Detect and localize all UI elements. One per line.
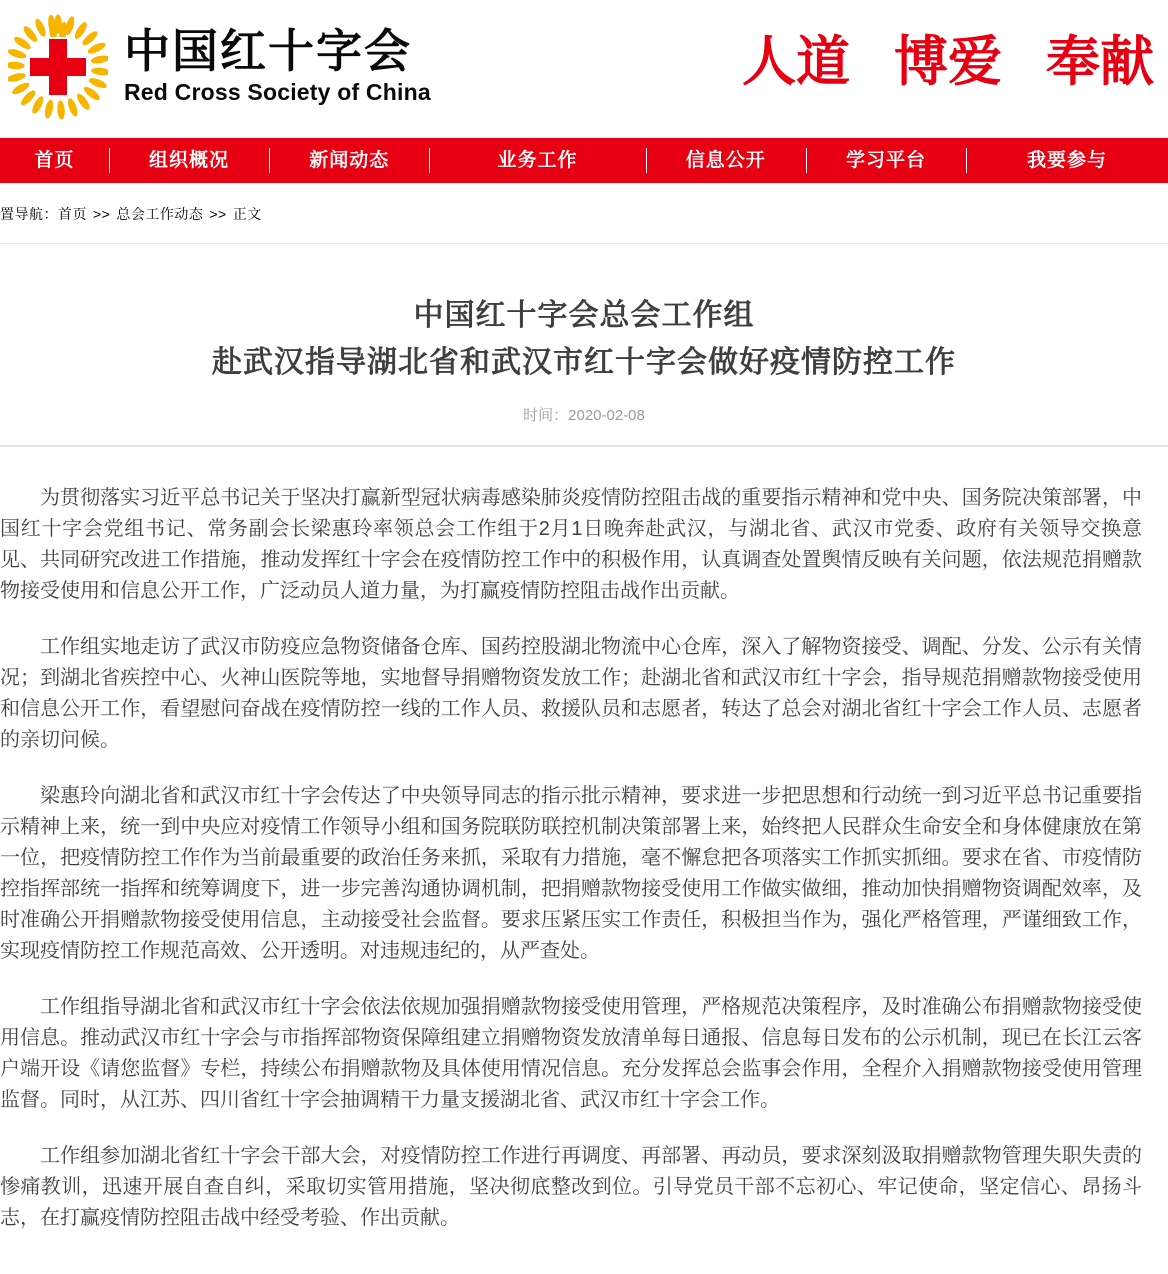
nav-item-disclosure[interactable]: 信息公开 <box>646 138 806 183</box>
breadcrumb-separator: >> <box>209 206 227 222</box>
article-meta <box>0 404 1168 425</box>
red-cross-emblem-icon <box>8 14 108 120</box>
article-paragraph: 工作组参加湖北省红十字会干部大会，对疫情防控工作进行再调度、再部署、再动员，要求深刻汲取捐赠款物管理失职失责的惨痛教训，迅速开展自查自纠，采取切实管用措施，坚决彻底整改到位。引导党员干部不忘初心、牢记使命，坚定信心、昂扬斗志，在打赢疫情防控阻击战中经受考验、作出贡献。 <box>0 1145 1142 1229</box>
site-title-cn: 中国红十字会 <box>124 25 412 77</box>
article-title-line1: 中国红十字会总会工作组 <box>413 299 755 332</box>
breadcrumb <box>0 204 1168 224</box>
article-title-line2: 赴武汉指导湖北省和武汉市红十字会做好疫情防控工作 <box>212 346 956 379</box>
breadcrumb-bar <box>0 183 1168 244</box>
breadcrumb-link-hq-news[interactable]: 总会工作动态 <box>116 206 204 222</box>
main-nav <box>0 138 1168 183</box>
slogan-word-humanity: 人道 <box>742 29 850 93</box>
nav-item-learning[interactable]: 学习平台 <box>806 138 966 183</box>
nav-item-business[interactable]: 业务工作 <box>429 138 645 183</box>
site-logo[interactable] <box>8 14 431 120</box>
article-paragraph: 工作组实地走访了武汉市防疫应急物资储备仓库、国药控股湖北物流中心仓库，深入了解物资接受、调配、分发、公示有关情况；到湖北省疾控中心、火神山医院等地，实地督导捐赠物资发放工作；赴湖北省和武汉市红十字会，指导规范捐赠款物接受使用和信息公开工作，看望慰问奋战在疫情防控一线的工作人员、救援队员和志愿者，转达了总会对湖北省红十字会工作人员、志愿者的亲切问候。 <box>0 636 1142 751</box>
nav-item-participate[interactable]: 我要参与 <box>966 138 1168 183</box>
nav-item-organization[interactable]: 组织概况 <box>109 138 269 183</box>
article-body <box>0 447 1168 1274</box>
logo-text <box>124 14 431 106</box>
article-paragraph: 工作组指导湖北省和武汉市红十字会依法依规加强捐赠款物接受使用管理，严格规范决策程序，及时准确公布捐赠款物接受使用信息。推动武汉市红十字会与市指挥部物资保障组建立捐赠物资发放清单每日通报、信息每日发布的公示机制，现已在长江云客户端开设《请您监督》专栏，持续公布捐赠款物及具体使用情况信息。充分发挥总会监事会作用，全程介入捐赠款物接受使用管理监督。同时，从江苏、四川省红十字会抽调精干力量支援湖北省、武汉市红十字会工作。 <box>0 996 1142 1111</box>
slogan-word-dedication: 奉献 <box>1046 29 1154 93</box>
article-paragraph: 梁惠玲向湖北省和武汉市红十字会传达了中央领导同志的指示批示精神，要求进一步把思想和行动统一到习近平总书记重要指示精神上来，统一到中央应对疫情工作领导小组和国务院联防联控机制决策部署上来，始终把人民群众生命安全和身体健康放在第一位，把疫情防控工作作为当前最重要的政治任务来抓，采取有力措施，毫不懈怠把各项落实工作抓实抓细。要求在省、市疫情防控指挥部统一指挥和统筹调度下，进一步完善沟通协调机制，把捐赠款物接受使用工作做实做细，推动加快捐赠物资调配效率，及时准确公开捐赠款物接受使用信息，主动接受社会监督。要求压紧压实工作责任，积极担当作为，强化严格管理，严谨细致工作，实现疫情防控工作规范高效、公开透明。对违规违纪的，从严查处。 <box>0 785 1142 962</box>
article-date: 2020-02-08 <box>568 407 645 424</box>
article-meta-label: 时间： <box>523 407 569 424</box>
site-header <box>0 0 1168 138</box>
nav-item-home[interactable]: 首页 <box>34 150 75 171</box>
breadcrumb-current: 正文 <box>232 206 262 222</box>
breadcrumb-prefix: 置导航： <box>0 206 58 222</box>
article <box>0 244 1168 1274</box>
nav-item-news[interactable]: 新闻动态 <box>269 138 429 183</box>
article-paragraph: 为贯彻落实习近平总书记关于坚决打赢新型冠状病毒感染肺炎疫情防控阻击战的重要指示精神和党中央、国务院决策部署，中国红十字会党组书记、常务副会长梁惠玲率领总会工作组于2月1日晚奔赴武汉，与湖北省、武汉市党委、政府有关领导交换意见、共同研究改进工作措施，推动发挥红十字会在疫情防控工作中的积极作用，认真调查处置舆情反映有关问题，依法规范捐赠款物接受使用和信息公开工作，广泛动员人道力量，为打赢疫情防控阻击战作出贡献。 <box>0 487 1142 602</box>
breadcrumb-separator: >> <box>93 206 111 222</box>
slogan-word-fraternity: 博爱 <box>894 29 1002 93</box>
site-title-en: Red Cross Society of China <box>124 79 431 105</box>
slogan-calligraphy <box>742 26 1154 96</box>
article-title <box>0 292 1168 386</box>
red-cross-icon <box>30 39 86 95</box>
breadcrumb-link-home[interactable]: 首页 <box>58 206 87 222</box>
